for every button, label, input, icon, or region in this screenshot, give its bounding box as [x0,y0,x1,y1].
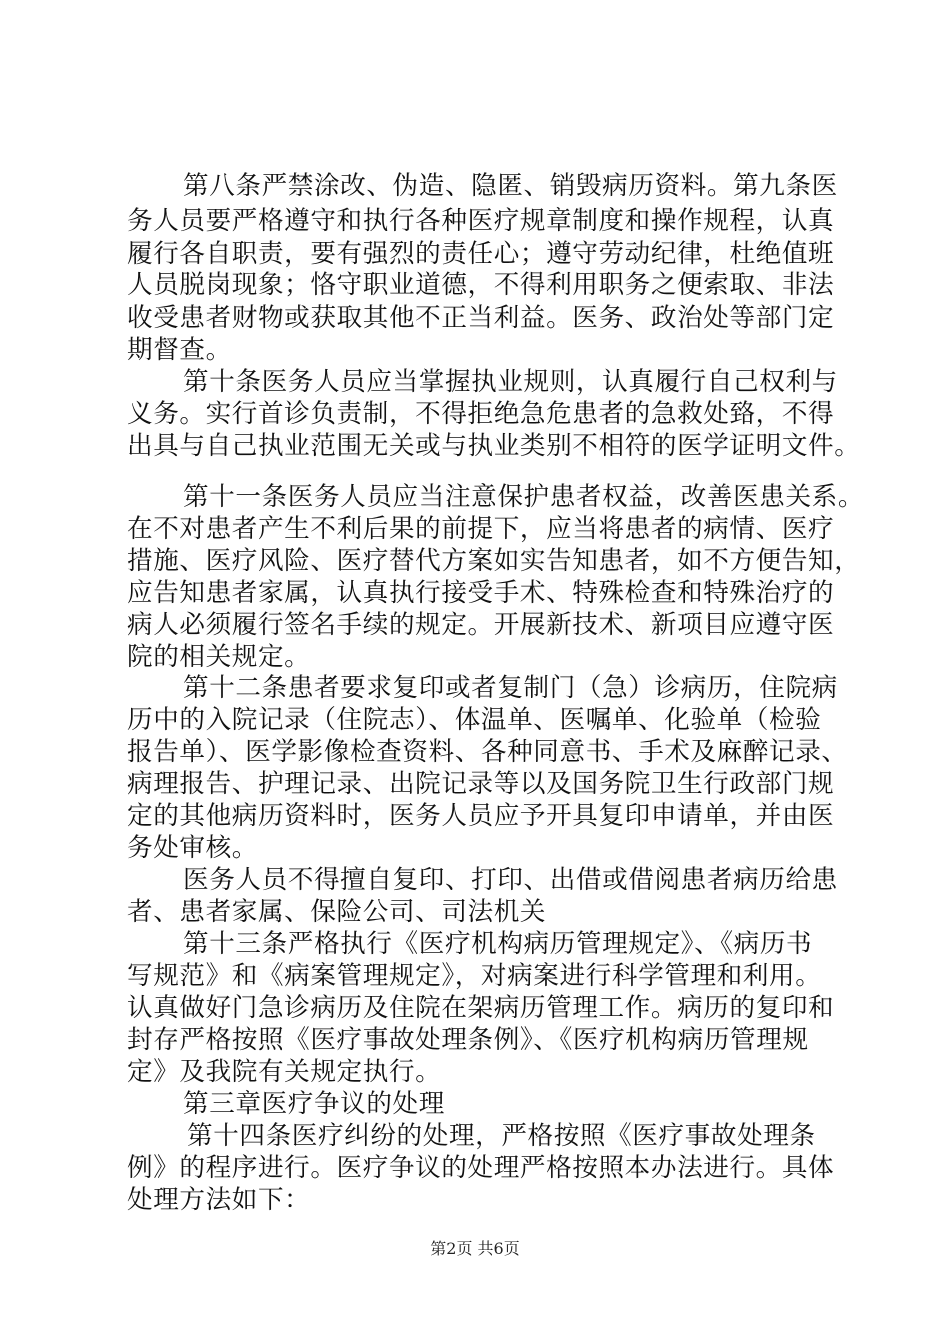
text-line: 认真做好门急诊病历及住院在架病历管理工作。病历的复印和 [127,993,835,1023]
text-line: 出具与自己执业范围无关或与执业类别不相符的医学证明文件。 [127,431,861,461]
text-line: 第十四条医疗纠纷的处理，严格按照《医疗事故处理条 [187,1121,816,1151]
text-line: 务人员要严格遵守和执行各种医疗规章制度和操作规程，认真 [127,206,835,236]
text-line: 写规范》和《病案管理规定》，对病案进行科学管理和利用。 [127,961,822,991]
text-line: 第十二条患者要求复印或者复制门（急）诊病历，住院病 [183,673,838,703]
text-line: 病人必须履行签名手续的规定。开展新技术、新项目应遵守医 [127,610,835,640]
text-line: 院的相关规定。 [127,642,311,672]
text-line: 处理方法如下： [127,1185,311,1215]
text-line: 第十条医务人员应当掌握执业规则，认真履行自己权利与 [183,367,838,397]
text-line: 第十三条严格执行《医疗机构病历管理规定》、《病历书 [183,929,813,959]
text-line: 人员脱岗现象；恪守职业道德，不得利用职务之便索取、非法 [127,270,835,300]
text-line: 第十一条医务人员应当注意保护患者权益，改善医患关系。 [183,482,865,512]
text-line: 历中的入院记录（住院志）、体温单、医嘱单、化验单（检验 [127,705,822,735]
text-line: 例》的程序进行。医疗争议的处理严格按照本办法进行。具体 [127,1153,835,1183]
text-line: 报告单）、医学影像检查资料、各种同意书、手术及麻醉记录、 [127,737,848,767]
text-line: 措施、医疗风险、医疗替代方案如实告知患者，如不方便告知， [127,546,861,576]
text-line: 定的其他病历资料时，医务人员应予开具复印申请单，并由医 [127,801,835,831]
text-line: 封存严格按照《医疗事故处理条例》、《医疗机构病历管理规 [127,1025,809,1055]
text-line: 在不对患者产生不利后果的前提下，应当将患者的病情、医疗 [127,514,835,544]
text-line: 病理报告、护理记录、出院记录等以及国务院卫生行政部门规 [127,769,835,799]
text-line: 收受患者财物或获取其他不正当利益。医务、政治处等部门定 [127,303,835,333]
text-line: 者、患者家属、保险公司、司法机关 [127,897,547,927]
text-line: 第八条严禁涂改、伪造、隐匿、销毁病历资料。第九条医 [183,171,838,201]
text-line: 定》及我院有关规定执行。 [127,1057,442,1087]
text-line: 期督查。 [127,335,232,365]
text-line: 义务。实行首诊负责制，不得拒绝急危患者的急救处臵，不得 [127,399,835,429]
text-line: 医务人员不得擅自复印、打印、出借或借阅患者病历给患 [183,865,838,895]
page-number-footer: 第2页 共6页 [430,1239,520,1258]
text-line: 务处审核。 [127,833,258,863]
chapter-heading: 第三章医疗争议的处理 [183,1089,445,1119]
text-line: 履行各自职责，要有强烈的责任心；遵守劳动纪律，杜绝值班 [127,239,835,269]
text-line: 应告知患者家属，认真执行接受手术、特殊检查和特殊治疗的 [127,578,835,608]
